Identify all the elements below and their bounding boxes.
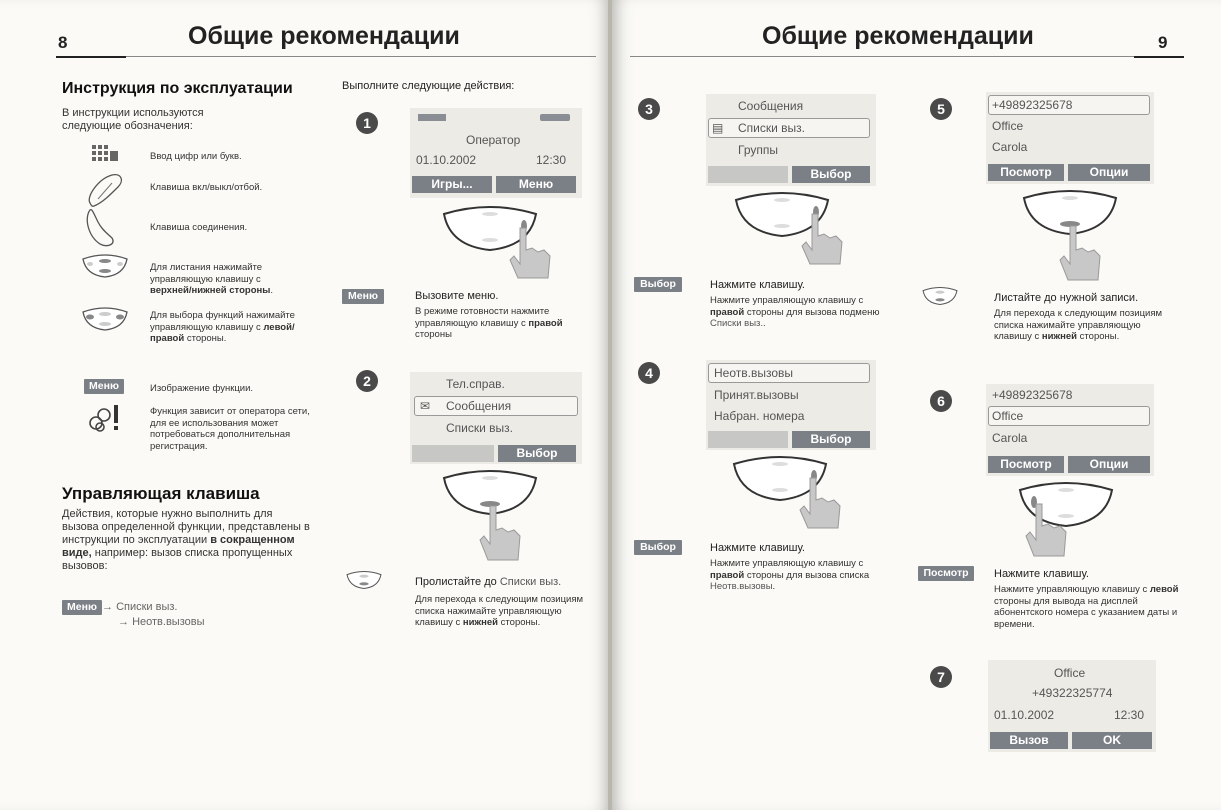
contact-name[interactable]: Office bbox=[992, 409, 1024, 423]
menu-item[interactable]: Принят.вызовы bbox=[714, 388, 799, 402]
contact-number: +49322325774 bbox=[1032, 686, 1113, 700]
softkey-right[interactable]: OK bbox=[1072, 732, 1152, 749]
select-tag: Выбор bbox=[634, 540, 682, 555]
menu-item[interactable]: Сообщения bbox=[446, 399, 512, 413]
menu-item[interactable]: Набран. номера bbox=[714, 409, 805, 423]
phone-screen-step7 bbox=[988, 660, 1156, 752]
step-title: Пролистайте до Списки выз. bbox=[415, 576, 562, 588]
step-text: Нажмите управляющую клавишу с правой стороны для вызова списка Неотв.вызовы. bbox=[710, 558, 870, 592]
softkey-left[interactable]: Посмотр bbox=[988, 456, 1064, 473]
contact-number[interactable]: +49892325678 bbox=[992, 98, 1073, 112]
legend-text-end-key: Клавиша вкл/выкл/отбой. bbox=[150, 182, 263, 193]
legend-text-operator: Функция зависит от оператора сети, для ее использования может потребоваться дополнительная регистрация. bbox=[150, 406, 310, 452]
contact-name: Office bbox=[1054, 666, 1086, 680]
menu-item[interactable]: Списки выз. bbox=[446, 421, 513, 435]
nav-key-press-icon bbox=[440, 468, 560, 573]
select-tag: Выбор bbox=[634, 277, 682, 292]
legend-text-nav-leftright: Для выбора функций нажимайте управляющую клавишу с левой/правой стороны. bbox=[150, 310, 295, 344]
contact-name[interactable]: Office bbox=[992, 119, 1024, 133]
list-icon: ▤ bbox=[712, 121, 724, 135]
left-page bbox=[0, 0, 610, 810]
steps-intro: Выполните следующие действия: bbox=[342, 80, 515, 92]
contact-name[interactable]: Carola bbox=[992, 431, 1028, 445]
nav-key-updown-icon bbox=[344, 570, 384, 595]
call-key-icon bbox=[82, 208, 126, 253]
example-item-1: → Списки выз. bbox=[102, 601, 178, 613]
nav-key-press-icon bbox=[730, 454, 850, 537]
softkey-right[interactable]: Выбор bbox=[792, 431, 870, 448]
date-label: 01.10.2002 bbox=[994, 708, 1055, 722]
menu-item[interactable]: Группы bbox=[738, 143, 778, 157]
menu-item[interactable]: Неотв.вызовы bbox=[714, 366, 793, 380]
nav-key-press-icon bbox=[1020, 188, 1140, 293]
section-intro: В инструкции используются следующие обозначения: bbox=[62, 107, 204, 132]
page-number: 8 bbox=[58, 33, 68, 52]
phone-screen-step2 bbox=[410, 372, 582, 464]
menu-item[interactable]: Списки выз. bbox=[738, 121, 805, 135]
operator-function-icon bbox=[86, 403, 126, 438]
legend-text-keypad: Ввод цифр или букв. bbox=[150, 151, 242, 162]
keypad-icon bbox=[92, 145, 120, 172]
softkey-right[interactable]: Выбор bbox=[498, 445, 576, 462]
step-title: Листайте до нужной записи. bbox=[994, 292, 1139, 304]
phone-screen-step4 bbox=[706, 360, 876, 450]
step-text: Нажмите управляющую клавишу с левой стороны для вывода на дисплей абонентского номера с указанием даты и времени. bbox=[994, 584, 1179, 630]
nav-key-leftright-icon bbox=[80, 306, 130, 337]
step-number: 6 bbox=[930, 390, 952, 412]
contact-name[interactable]: Carola bbox=[992, 140, 1028, 154]
step-number: 3 bbox=[638, 98, 660, 120]
menu-tag: Меню bbox=[84, 379, 124, 394]
step-number: 7 bbox=[930, 666, 952, 688]
time-label: 12:30 bbox=[536, 153, 567, 167]
step-title: Нажмите клавишу. bbox=[994, 568, 1089, 580]
phone-screen-step5 bbox=[986, 92, 1154, 184]
time-label: 12:30 bbox=[1114, 708, 1145, 722]
envelope-icon: ✉ bbox=[420, 399, 431, 413]
page-number: 9 bbox=[1158, 33, 1168, 52]
nav-key-press-icon bbox=[440, 204, 560, 287]
page-title: Общие рекомендации bbox=[188, 22, 460, 50]
operator-label: Оператор bbox=[466, 133, 521, 147]
nav-key-press-icon bbox=[732, 190, 852, 273]
menu-tag: Меню bbox=[342, 289, 384, 304]
step-number: 2 bbox=[356, 370, 378, 392]
softkey-right[interactable]: Опции bbox=[1068, 456, 1150, 473]
header-rule-long bbox=[126, 56, 596, 57]
section-control-key-text: Действия, которые нужно выполнить для вызова определенной функции, представлены в инструкции по эксплуатации в сокращенном виде, например: вызов списка пропущенных вызовов: bbox=[62, 508, 310, 572]
softkey-left[interactable]: Посмотр bbox=[988, 164, 1064, 181]
softkey-right[interactable]: Опции bbox=[1068, 164, 1150, 181]
legend-text-nav-updown: Для листания нажимайте управляющую клавишу с верхней/нижней стороны. bbox=[150, 262, 273, 296]
legend-text-call-key: Клавиша соединения. bbox=[150, 222, 248, 233]
section-heading: Инструкция по эксплуатации bbox=[62, 80, 293, 97]
section-heading-control-key: Управляющая клавиша bbox=[62, 484, 260, 503]
softkey-left-empty bbox=[708, 431, 788, 448]
menu-tag: Меню bbox=[62, 600, 102, 615]
nav-key-press-icon bbox=[1016, 480, 1136, 565]
battery-icon bbox=[540, 114, 570, 121]
step-text: Для перехода к следующим позициям списка нажимайте управляющую клавишу с нижней стороны. bbox=[994, 308, 1163, 342]
menu-item[interactable]: Тел.справ. bbox=[446, 377, 505, 391]
step-number: 4 bbox=[638, 362, 660, 384]
contact-number[interactable]: +49892325678 bbox=[992, 388, 1073, 402]
header-rule-long bbox=[630, 56, 1134, 57]
signal-icon bbox=[418, 114, 446, 121]
softkey-left[interactable]: Игры... bbox=[412, 176, 492, 193]
softkey-right[interactable]: Выбор bbox=[792, 166, 870, 183]
date-label: 01.10.2002 bbox=[416, 153, 477, 167]
page-title: Общие рекомендации bbox=[762, 22, 1034, 50]
softkey-left[interactable]: Вызов bbox=[990, 732, 1068, 749]
step-text: Нажмите управляющую клавишу с правой стороны для вызова подменю Списки выз.. bbox=[710, 295, 880, 329]
nav-key-updown-icon bbox=[920, 286, 960, 311]
step-title: Нажмите клавишу. bbox=[710, 542, 805, 554]
step-title: Нажмите клавишу. bbox=[710, 279, 805, 291]
step-title: Вызовите меню. bbox=[415, 290, 499, 302]
step-number: 5 bbox=[930, 98, 952, 120]
nav-key-updown-icon bbox=[80, 253, 130, 284]
step-number: 1 bbox=[356, 112, 378, 134]
softkey-left-empty bbox=[412, 445, 494, 462]
view-tag: Посмотр bbox=[918, 566, 974, 581]
softkey-left-empty bbox=[708, 166, 788, 183]
right-page bbox=[612, 0, 1221, 810]
legend-text-function: Изображение функции. bbox=[150, 383, 254, 394]
step-text: В режиме готовности нажмите управляющую клавишу с правой стороны bbox=[415, 306, 563, 340]
phone-screen-step6 bbox=[986, 384, 1154, 476]
header-rule-short bbox=[56, 56, 126, 58]
phone-screen-step1 bbox=[410, 108, 582, 198]
phone-screen-step3 bbox=[706, 94, 876, 186]
example-item-2: → Неотв.вызовы bbox=[118, 616, 205, 628]
softkey-right[interactable]: Меню bbox=[496, 176, 576, 193]
menu-item[interactable]: Сообщения bbox=[738, 99, 804, 113]
header-rule-short bbox=[1134, 56, 1184, 58]
step-text: Для перехода к следующим позициям списка нажимайте управляющую клавишу с нижней стороны. bbox=[415, 594, 584, 628]
